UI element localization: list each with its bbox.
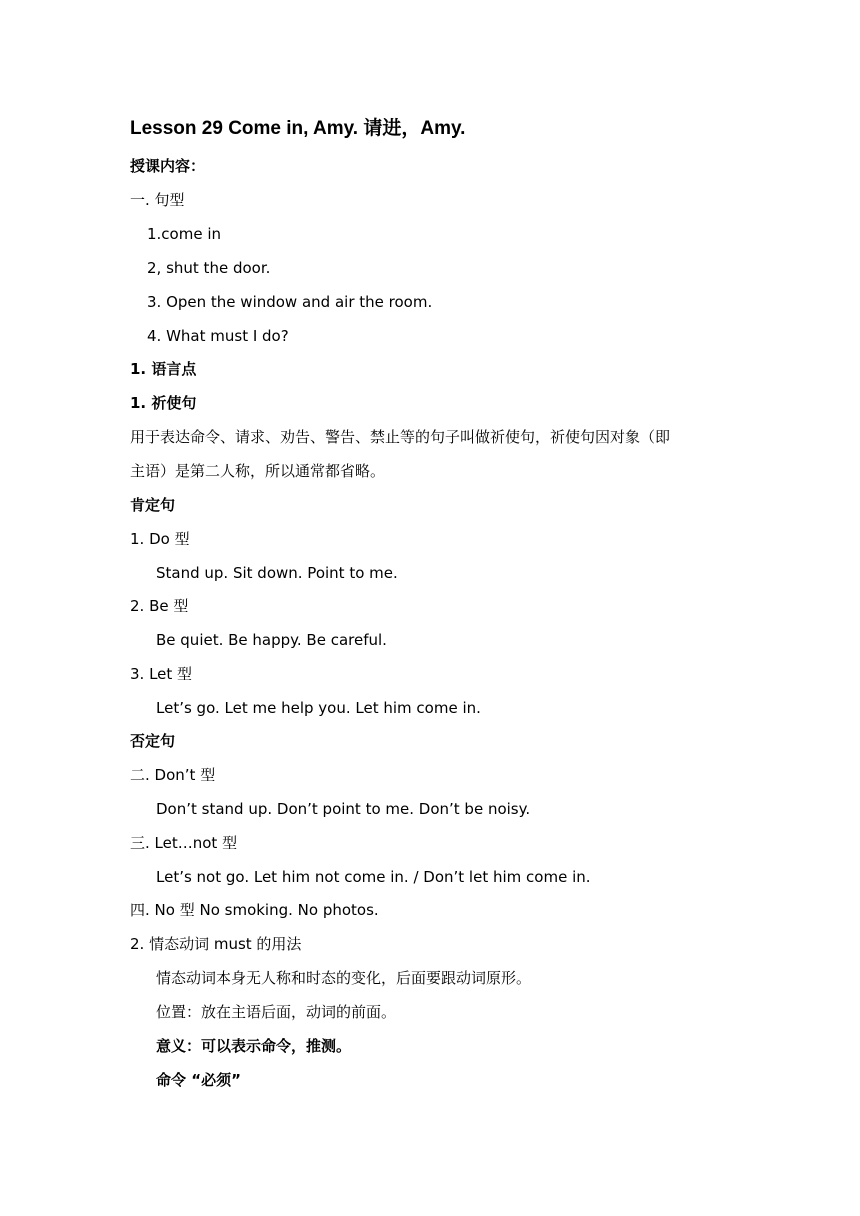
modal-verb-meaning: 意义：可以表示命令，推测。	[156, 1037, 352, 1055]
imperative-heading: 1. 祈使句	[130, 394, 197, 412]
no-type-line: 四. No 型 No smoking. No photos.	[130, 901, 379, 919]
sentence-item: 1.come in	[147, 225, 222, 243]
section-heading-sentence-patterns: 一. 句型	[130, 191, 185, 209]
modal-verb-description: 情态动词本身无人称和时态的变化，后面要跟动词原形。	[156, 969, 532, 987]
affirmative-type-label: 3. Let 型	[130, 665, 193, 683]
affirmative-examples: Stand up. Sit down. Point to me.	[156, 564, 398, 582]
lesson-title: Lesson 29 Come in, Amy. 请进，Amy.	[130, 118, 466, 139]
negative-type-label: 二. Don’t 型	[130, 766, 216, 784]
sentence-item: 3. Open the window and air the room.	[147, 293, 433, 311]
language-points-heading: 1. 语言点	[130, 360, 197, 378]
modal-verb-command: 命令 “必须”	[156, 1071, 241, 1089]
imperative-description-line1: 用于表达命令、请求、劝告、警告、禁止等的句子叫做祈使句，祈使句因对象（即	[130, 428, 671, 446]
affirmative-type-label: 2. Be 型	[130, 597, 189, 615]
affirmative-heading: 肯定句	[130, 496, 176, 514]
negative-examples: Don’t stand up. Don’t point to me. Don’t be noisy.	[156, 800, 531, 818]
negative-type-label: 三. Let…not 型	[130, 834, 238, 852]
negative-examples: Let’s not go. Let him not come in. / Don’t let him come in.	[156, 868, 591, 886]
affirmative-examples: Be quiet. Be happy. Be careful.	[156, 631, 387, 649]
imperative-description-line2: 主语）是第二人称，所以通常都省略。	[130, 462, 386, 480]
negative-heading: 否定句	[130, 732, 176, 750]
modal-verb-heading: 2. 情态动词 must 的用法	[130, 935, 302, 953]
sentence-item: 4. What must I do?	[147, 327, 289, 345]
sentence-item: 2, shut the door.	[147, 259, 271, 277]
affirmative-type-label: 1. Do 型	[130, 530, 190, 548]
content-label: 授课内容：	[130, 157, 206, 175]
modal-verb-position: 位置：放在主语后面，动词的前面。	[156, 1003, 397, 1021]
affirmative-examples: Let’s go. Let me help you. Let him come in.	[156, 699, 481, 717]
